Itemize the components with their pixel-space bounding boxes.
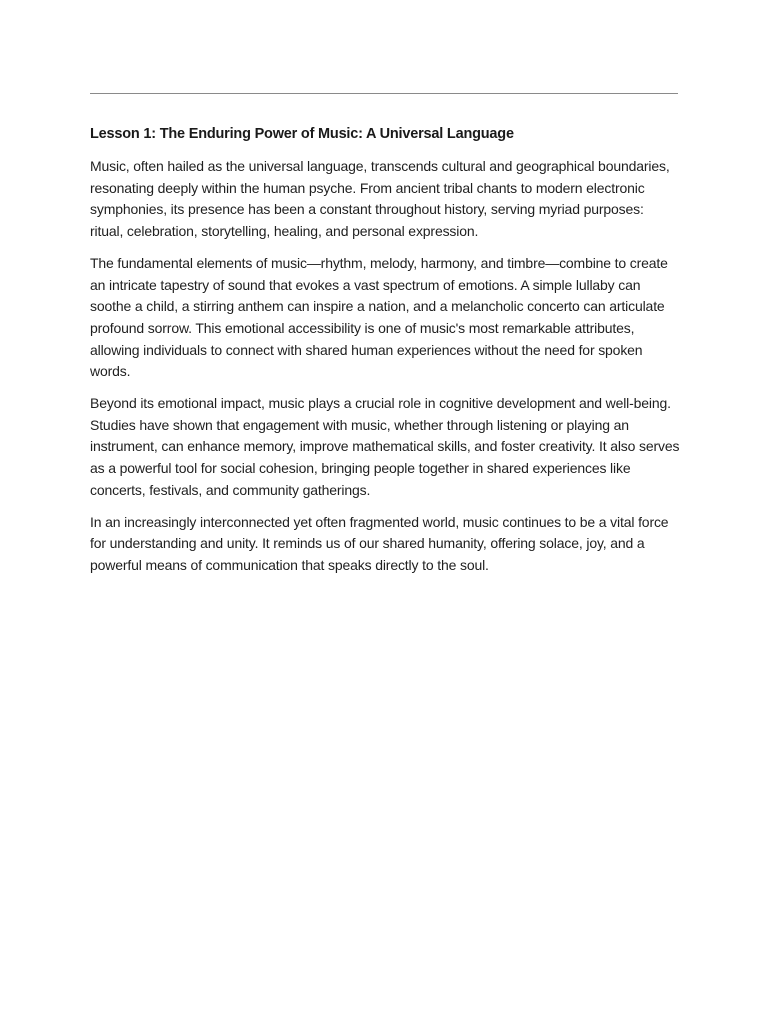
document-body — [90, 124, 680, 587]
paragraph-conclusion: In an increasingly interconnected yet often fragmented world, music continues to be a vital force for understanding and unity. It reminds us of our shared humanity, offering solace, joy, and a powerful means of communication that speaks directly to the soul. — [90, 513, 669, 573]
header-rule — [90, 93, 678, 94]
paragraph-cognitive: Beyond its emotional impact, music plays a crucial role in cognitive development and well-being. Studies have shown that engagement with music, whether through listening or playing an instrument, can enhance memory, improve mathematical skills, and foster creativity. It also serves as a powerful tool for social cohesion, bringing people together in shared experiences like concerts, festivals, and community gatherings. — [90, 395, 680, 498]
lesson-title: Lesson 1: The Enduring Power of Music: A Universal Language — [90, 126, 514, 142]
paragraph-intro: Music, often hailed as the universal language, transcends cultural and geographical boundaries, resonating deeply within the human psyche. From ancient tribal chants to modern electronic symphonies, its presence has been a constant throughout history, serving myriad purposes: ritual, celebration, storytelling, healing, and personal expression. — [90, 158, 670, 240]
paragraph-elements: The fundamental elements of music—rhythm, melody, harmony, and timbre—combine to create an intricate tapestry of sound that evokes a vast spectrum of emotions. A simple lullaby can soothe a child, a stirring anthem can inspire a nation, and a melancholic concerto can articulate profound sorrow. This emotional accessibility is one of music's most remarkable attributes, allowing individuals to connect with shared human experiences without the need for spoken words. — [90, 254, 668, 380]
